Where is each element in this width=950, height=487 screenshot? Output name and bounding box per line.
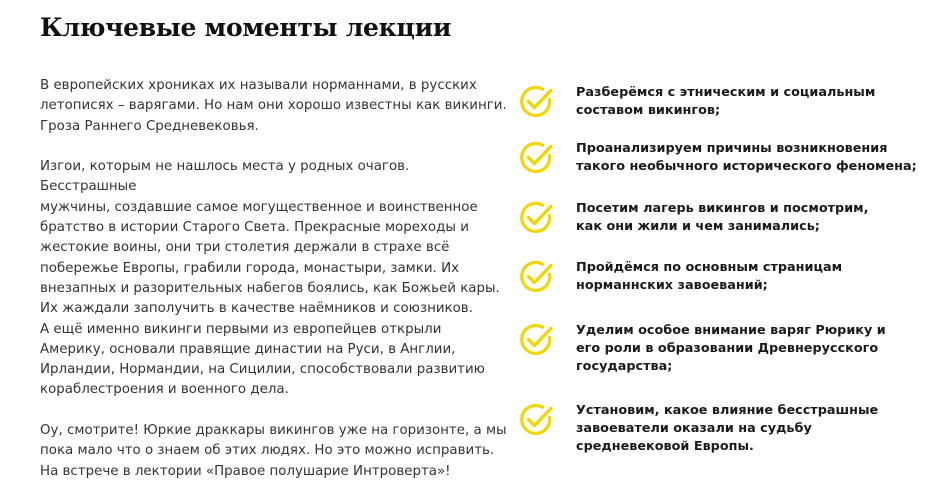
- check-circle-icon: [517, 140, 555, 176]
- key-point-text: Посетим лагерь викингов и посмотрим, как они жили и чем занимались;: [576, 201, 869, 234]
- description-paragraph: Изгои, которым не нашлось места у родных очагов. Бесстрашные мужчины, создавшие самое могущественное и воинственное братство в истории Старого Света. Прекрасные мореходы и жестокие воины, они три столетия держали в страхе всё побережье Европы, грабили города, монастыри, замки. Их внезапных и разорительных набегов боялись, как Божьей кары. Их жаждали заполучить в качестве наёмников и союзников. А ещё именно викинги первыми из европейцев открыли Америку, основали правящие династии на Руси, в Англии, Ирландии, Нормандии, на Сицилии, способствовали развитию кораблестроения и военного дела.: [40, 159, 500, 398]
- key-point-text: Пройдёмся по основным страницам норманнских завоеваний;: [576, 260, 843, 293]
- check-circle-icon: [517, 200, 555, 236]
- check-circle-icon: [517, 402, 555, 438]
- description-paragraph: В европейских хрониках их называли норманнами, в русских летописях – варягами. Но нам они хорошо известны как викинги. Гроза Раннего Средневековья.: [40, 78, 507, 134]
- page-title: Ключевые моменты лекции: [40, 13, 452, 42]
- check-circle-icon: [517, 322, 555, 358]
- lecture-description: [40, 76, 510, 482]
- key-point-text: Разберёмся с этническим и социальным составом викингов;: [576, 85, 876, 118]
- check-circle-icon: [517, 259, 555, 295]
- key-point-text: Установим, какое влияние бесстрашные завоеватели оказали на судьбу средневековой Европы.: [576, 403, 879, 454]
- check-circle-icon: [517, 84, 555, 120]
- key-point-text: Уделим особое внимание варяг Рюрику и его роли в образовании Древнерусского государства;: [576, 323, 886, 374]
- description-paragraph: Оу, смотрите! Юркие драккары викингов уже на горизонте, а мы пока мало что о знаем об этих людях. Но это можно исправить. На встрече в лектории «Правое полушарие Интроверта»!: [40, 423, 507, 479]
- key-point-text: Проанализируем причины возникновения такого необычного исторического феномена;: [576, 141, 917, 174]
